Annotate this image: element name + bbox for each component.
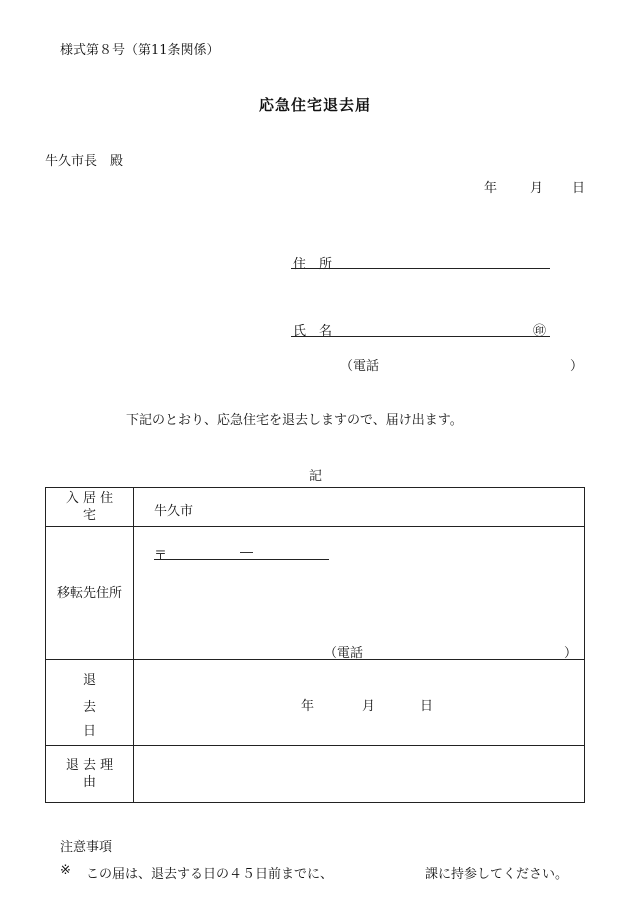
addressee: 牛久市長 殿 bbox=[45, 154, 124, 169]
applicant-name-label: 氏 名 bbox=[293, 324, 333, 339]
new-address-cell[interactable] bbox=[134, 527, 585, 660]
postal-code-field[interactable] bbox=[154, 559, 329, 560]
form-number: 様式第８号（第11条関係） bbox=[60, 43, 220, 58]
residence-label-line1: 入 居 住 bbox=[65, 491, 114, 506]
notes-text-after: 課に持参してください。 bbox=[425, 867, 569, 882]
postal-mark: 〒 bbox=[154, 549, 168, 564]
ki-heading: 記 bbox=[309, 469, 323, 484]
row-move-out-date bbox=[46, 660, 585, 746]
move-out-day-label: 日 bbox=[420, 699, 434, 714]
notes-text-before: この届は、退去する日の４５日前までに、 bbox=[86, 867, 334, 882]
residence-label-line2: 宅 bbox=[82, 508, 96, 523]
move-out-date-char-2: 去 bbox=[82, 699, 96, 715]
move-out-date-label bbox=[46, 660, 134, 746]
applicant-phone-close: ） bbox=[570, 359, 584, 374]
form-table bbox=[45, 487, 585, 803]
new-address-phone-close: ） bbox=[564, 646, 578, 661]
applicant-address-field[interactable] bbox=[291, 268, 550, 269]
reason-cell[interactable] bbox=[134, 746, 585, 803]
move-out-year-label: 年 bbox=[301, 699, 315, 714]
notes-heading: 注意事項 bbox=[60, 840, 113, 855]
date-year-label: 年 bbox=[484, 181, 498, 196]
applicant-phone-open: （電話 bbox=[340, 359, 380, 374]
row-new-address bbox=[46, 527, 585, 660]
reason-label bbox=[46, 746, 134, 803]
move-out-date-cell[interactable] bbox=[134, 660, 585, 746]
new-address-phone-open: （電話 bbox=[324, 646, 364, 661]
move-out-date-char-1: 退 bbox=[82, 672, 96, 688]
postal-dash: ― bbox=[240, 545, 253, 560]
seal-mark: ㊞ bbox=[533, 324, 547, 339]
reason-label-line2: 由 bbox=[82, 775, 96, 790]
residence-value-cell[interactable] bbox=[134, 488, 585, 527]
row-reason bbox=[46, 746, 585, 803]
page-title: 応急住宅退去届 bbox=[258, 96, 371, 114]
move-out-month-label: 月 bbox=[362, 699, 376, 714]
row-residence bbox=[46, 488, 585, 527]
applicant-phone-field[interactable] bbox=[385, 355, 565, 371]
statement-text: 下記のとおり、応急住宅を退去しますので、届け出ます。 bbox=[126, 413, 463, 428]
residence-label bbox=[46, 488, 134, 527]
new-address-label: 移転先住所 bbox=[46, 527, 134, 660]
date-day-label: 日 bbox=[572, 181, 586, 196]
date-month-label: 月 bbox=[530, 181, 544, 196]
move-out-date-char-3: 日 bbox=[82, 723, 96, 739]
department-field[interactable] bbox=[352, 863, 422, 879]
applicant-name-field[interactable] bbox=[291, 336, 550, 337]
notes-mark: ※ bbox=[60, 863, 71, 878]
reason-label-line1: 退 去 理 bbox=[65, 758, 114, 773]
applicant-address-label: 住 所 bbox=[293, 257, 333, 272]
residence-value: 牛久市 bbox=[154, 504, 194, 519]
